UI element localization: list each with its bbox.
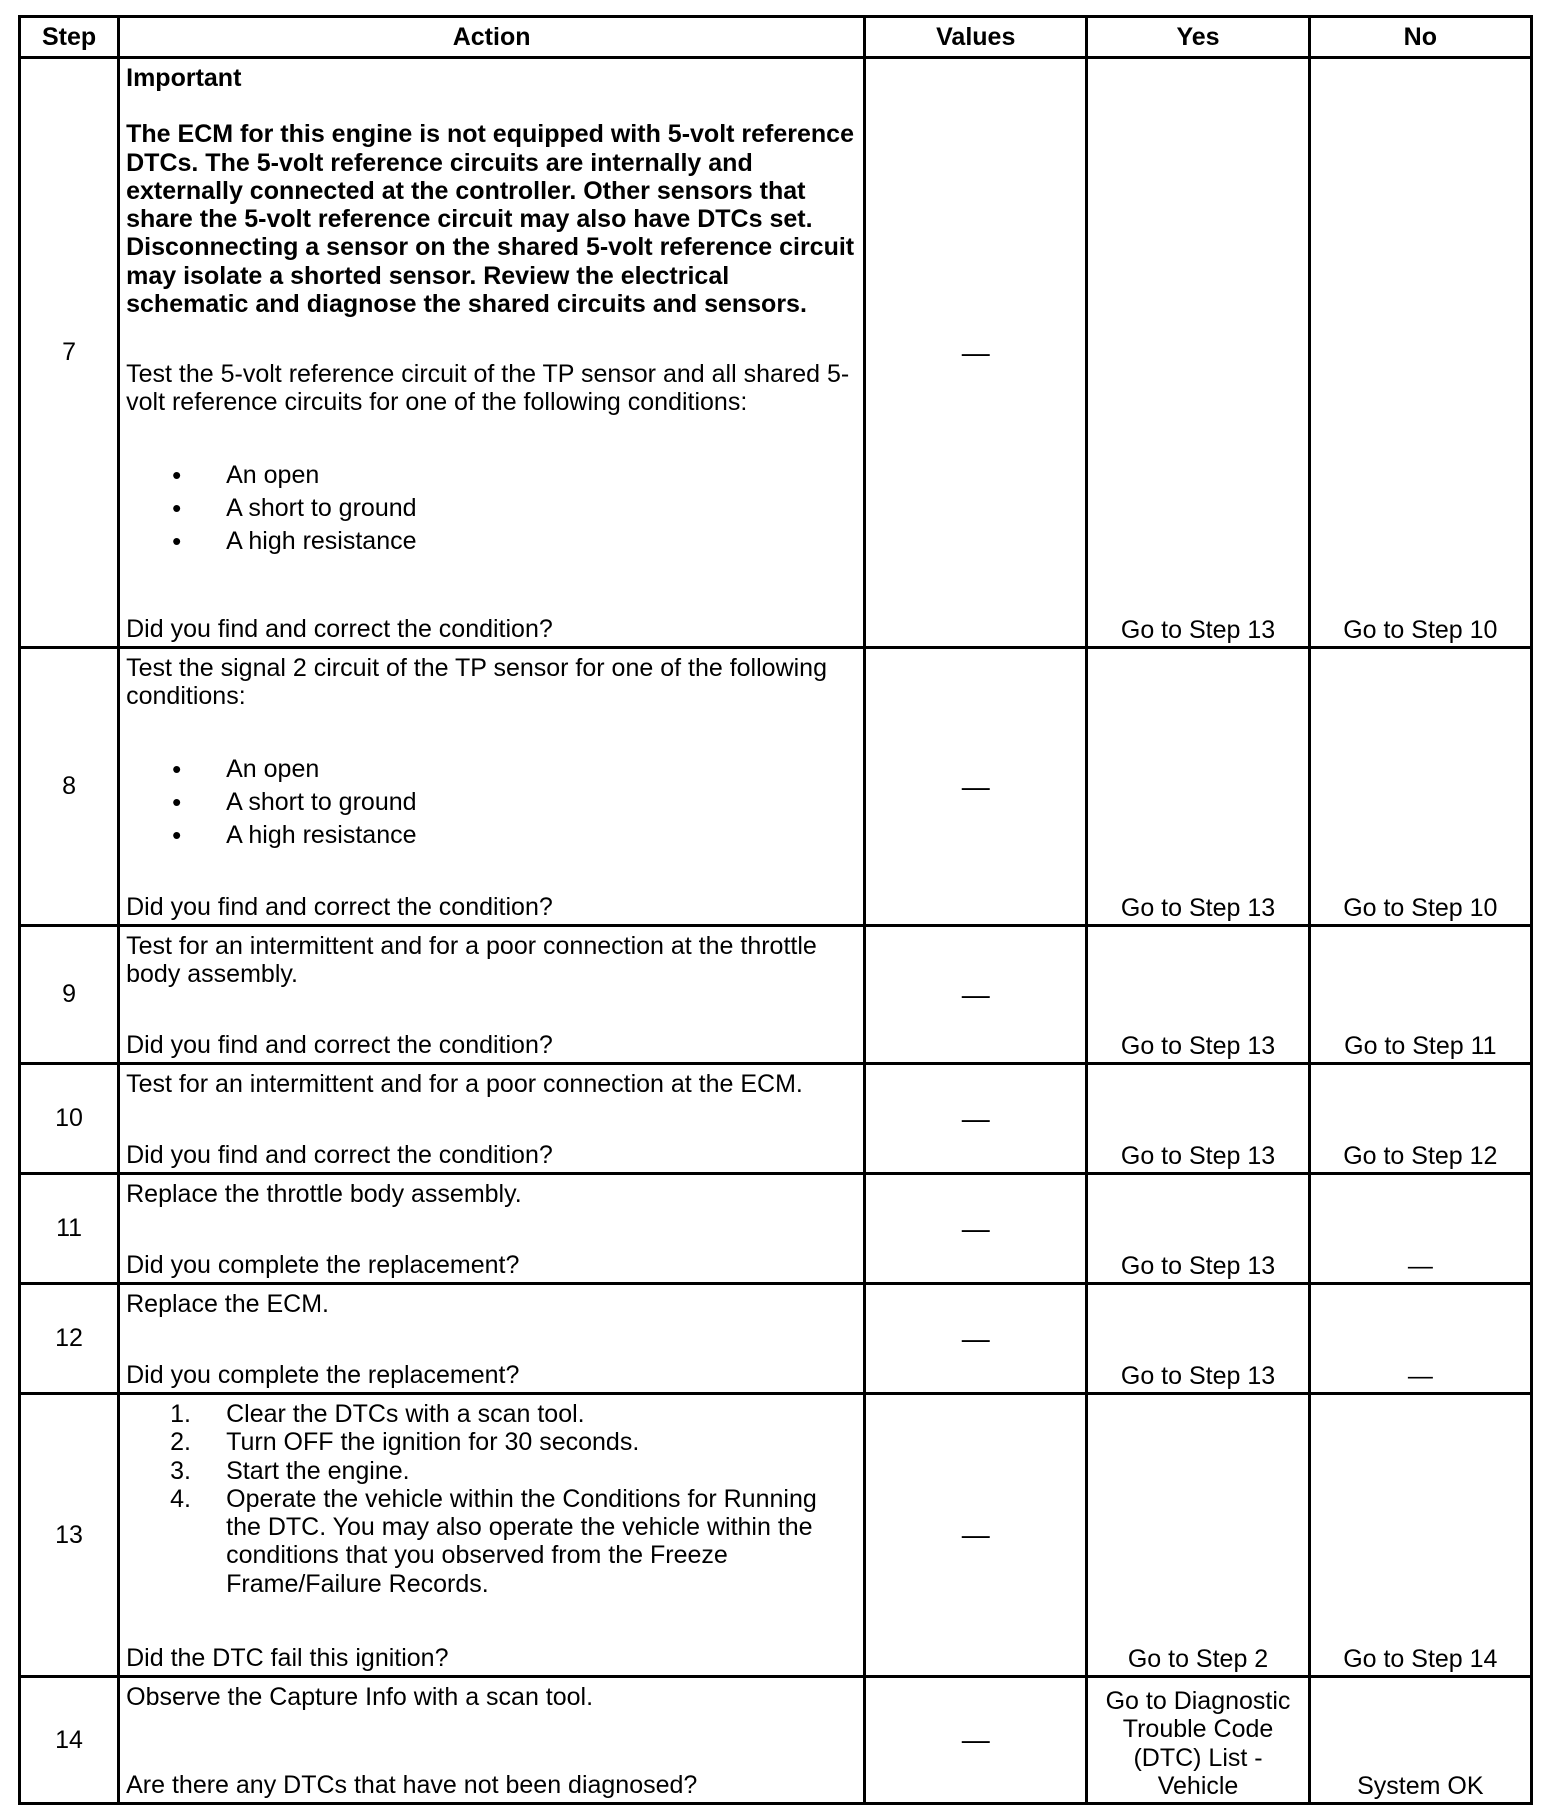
yes-cell xyxy=(1087,648,1309,926)
action-cell xyxy=(119,1394,865,1677)
list-item xyxy=(170,1428,857,1456)
header-yes: Yes xyxy=(1087,17,1309,58)
action-question: Did you find and correct the condition? xyxy=(126,614,553,643)
no-cell xyxy=(1309,1064,1531,1174)
values-cell: — xyxy=(865,1064,1087,1174)
list-text: Turn OFF the ignition for 30 seconds. xyxy=(226,1428,640,1457)
list-number: 4. xyxy=(170,1484,191,1513)
no-cell xyxy=(1309,926,1531,1064)
list-item: • An open xyxy=(170,459,857,492)
values-cell: — xyxy=(865,58,1087,648)
list-text: Start the engine. xyxy=(226,1456,410,1485)
action-question: Are there any DTCs that have not been diagnosed? xyxy=(126,1770,698,1799)
action-cell xyxy=(119,1284,865,1394)
no-link[interactable]: Go to Step 14 xyxy=(1343,1644,1498,1673)
no-link[interactable]: Go to Step 11 xyxy=(1344,1031,1497,1060)
yes-cell xyxy=(1087,58,1309,648)
step-number: 10 xyxy=(20,1064,119,1174)
action-cell xyxy=(119,1677,865,1804)
no-value: — xyxy=(1407,1251,1433,1280)
diagnostic-table xyxy=(18,15,1533,1805)
values-cell: — xyxy=(865,926,1087,1064)
yes-link[interactable]: Go to Step 13 xyxy=(1120,1031,1276,1060)
header-row xyxy=(20,17,1532,58)
no-link[interactable]: Go to Step 10 xyxy=(1343,615,1498,644)
procedure-list xyxy=(126,1400,857,1598)
no-cell xyxy=(1309,58,1531,648)
header-no: No xyxy=(1309,17,1531,58)
action-cell xyxy=(119,648,865,926)
list-number: 2. xyxy=(170,1428,191,1457)
no-value: — xyxy=(1407,1361,1433,1390)
condition-list xyxy=(126,753,857,852)
step-number: 12 xyxy=(20,1284,119,1394)
important-text: The ECM for this engine is not equipped with 5-volt reference DTCs. The 5-volt reference circuits are internally and externally connected at the controller. Other sensors that share the 5-volt reference circuit may also have DTCs set. Disconnecting a sensor on the shared 5-volt reference circuit may isolate a shorted sensor. Review the electrical schematic and diagnose the shared circuits and sensors. xyxy=(126,120,855,318)
important-title: Important xyxy=(126,64,242,92)
no-value: System OK xyxy=(1357,1771,1484,1800)
values-cell: — xyxy=(865,1284,1087,1394)
list-text: Operate the vehicle within the Conditions for Running the DTC. You may also operate the vehicle within the conditions that you observed from the Freeze Frame/Failure Records. xyxy=(226,1484,817,1598)
step-number: 9 xyxy=(20,926,119,1064)
values-cell: — xyxy=(865,1174,1087,1284)
action-text: Observe the Capture Info with a scan tool. xyxy=(126,1683,594,1711)
list-item: • A high resistance xyxy=(170,819,857,852)
step-number: 7 xyxy=(20,58,119,648)
action-question: Did you complete the replacement? xyxy=(126,1360,520,1389)
no-cell xyxy=(1309,648,1531,926)
yes-cell xyxy=(1087,926,1309,1064)
table-row xyxy=(20,58,1532,648)
step-number: 13 xyxy=(20,1394,119,1677)
action-question: Did you complete the replacement? xyxy=(126,1250,520,1279)
no-cell xyxy=(1309,1677,1531,1804)
action-question: Did you find and correct the condition? xyxy=(126,1140,553,1169)
list-text: Clear the DTCs with a scan tool. xyxy=(226,1400,585,1428)
yes-cell xyxy=(1087,1394,1309,1677)
action-cell xyxy=(119,58,865,648)
no-link[interactable]: Go to Step 12 xyxy=(1343,1141,1498,1170)
header-values: Values xyxy=(865,17,1087,58)
header-step: Step xyxy=(20,17,119,58)
yes-link[interactable]: Go to Step 13 xyxy=(1120,1361,1276,1390)
action-cell xyxy=(119,926,865,1064)
table-row xyxy=(20,1284,1532,1394)
yes-cell xyxy=(1087,1174,1309,1284)
action-cell xyxy=(119,1064,865,1174)
yes-link[interactable]: Go to Diagnostic Trouble Code (DTC) List - Vehicle xyxy=(1105,1687,1291,1800)
yes-cell xyxy=(1087,1677,1309,1804)
values-cell: — xyxy=(865,1677,1087,1804)
step-number: 11 xyxy=(20,1174,119,1284)
list-item: • A short to ground xyxy=(170,786,857,819)
table-row xyxy=(20,1174,1532,1284)
list-item xyxy=(170,1457,857,1485)
action-question: Did the DTC fail this ignition? xyxy=(126,1643,449,1672)
table-row xyxy=(20,926,1532,1064)
action-question: Did you find and correct the condition? xyxy=(126,892,553,921)
action-cell xyxy=(119,1174,865,1284)
no-cell xyxy=(1309,1284,1531,1394)
table-row xyxy=(20,648,1532,926)
no-link[interactable]: Go to Step 10 xyxy=(1343,893,1498,922)
list-item: • A high resistance xyxy=(170,525,857,558)
list-number: 1. xyxy=(170,1400,191,1428)
action-text: Test the signal 2 circuit of the TP sensor for one of the following conditions: xyxy=(126,654,827,711)
step-number: 14 xyxy=(20,1677,119,1804)
yes-link[interactable]: Go to Step 13 xyxy=(1120,1251,1276,1280)
list-number: 3. xyxy=(170,1456,191,1485)
yes-link[interactable]: Go to Step 13 xyxy=(1120,1141,1276,1170)
action-text: Replace the throttle body assembly. xyxy=(126,1180,522,1208)
action-text: Replace the ECM. xyxy=(126,1290,329,1318)
action-text: Test for an intermittent and for a poor connection at the ECM. xyxy=(126,1070,803,1098)
yes-cell xyxy=(1087,1064,1309,1174)
step-number: 8 xyxy=(20,648,119,926)
no-cell xyxy=(1309,1394,1531,1677)
table-row xyxy=(20,1064,1532,1174)
yes-link[interactable]: Go to Step 13 xyxy=(1120,615,1276,644)
values-cell: — xyxy=(865,648,1087,926)
values-cell: — xyxy=(865,1394,1087,1677)
yes-cell xyxy=(1087,1284,1309,1394)
table-row xyxy=(20,1677,1532,1804)
list-item xyxy=(170,1400,857,1428)
header-action: Action xyxy=(119,17,865,58)
yes-link[interactable]: Go to Step 13 xyxy=(1120,893,1276,922)
no-cell xyxy=(1309,1174,1531,1284)
table-row xyxy=(20,1394,1532,1677)
action-question: Did you find and correct the condition? xyxy=(126,1030,553,1059)
list-item: • An open xyxy=(170,753,857,786)
list-item: • A short to ground xyxy=(170,492,857,525)
condition-list xyxy=(126,459,857,558)
action-text: Test for an intermittent and for a poor connection at the throttle body assembly. xyxy=(126,932,817,989)
list-item xyxy=(170,1485,857,1598)
action-text: Test the 5-volt reference circuit of the TP sensor and all shared 5-volt reference circuits for one of the following conditions: xyxy=(126,360,850,417)
yes-link[interactable]: Go to Step 2 xyxy=(1127,1644,1269,1673)
